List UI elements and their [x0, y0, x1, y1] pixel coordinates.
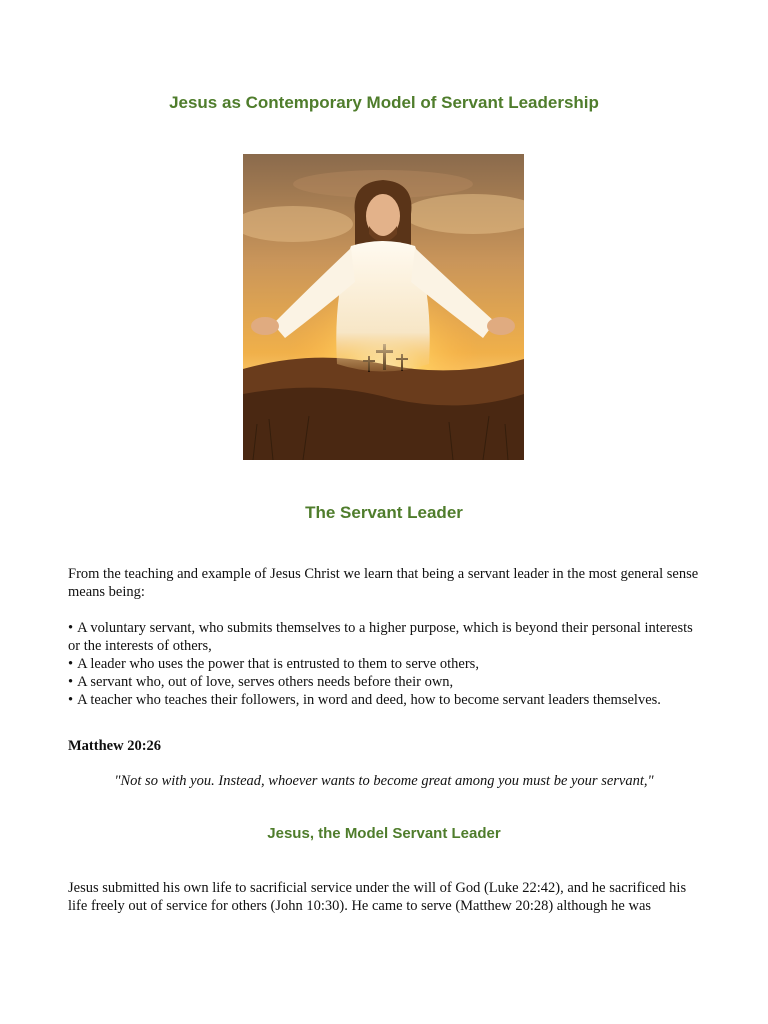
list-item: [68, 655, 708, 673]
bullet-icon: •: [68, 656, 74, 672]
list-item: [68, 619, 708, 655]
scripture-quote: "Not so with you. Instead, whoever wants to become great among you must be your servant,": [114, 773, 654, 789]
jesus-illustration: [243, 154, 524, 460]
list-item: [68, 691, 708, 709]
body-paragraph: Jesus submitted his own life to sacrificial service under the will of God (Luke 22:42), and he sacrificed his life freely out of service for others (John 10:30). He came to serve (Matthew 20:28) although he was: [68, 880, 687, 914]
page-title: Jesus as Contemporary Model of Servant Leadership: [169, 93, 599, 112]
list-item-text: A teacher who teaches their followers, in word and deed, how to become servant leaders themselves.: [77, 692, 661, 708]
bullet-icon: •: [68, 692, 74, 708]
scripture-reference: Matthew 20:26: [68, 738, 162, 754]
list-item-text: A servant who, out of love, serves others needs before their own,: [77, 674, 454, 690]
intro-paragraph: From the teaching and example of Jesus Christ we learn that being a servant leader in the most general sense means being:: [68, 566, 699, 600]
section-heading-servant-leader: The Servant Leader: [305, 503, 463, 522]
list-item-text: A leader who uses the power that is entrusted to them to serve others,: [77, 656, 479, 672]
bullet-icon: •: [68, 620, 74, 636]
section-heading-model-servant-leader: Jesus, the Model Servant Leader: [267, 825, 501, 842]
bullet-icon: •: [68, 674, 74, 690]
list-item: [68, 673, 708, 691]
list-item-text: A voluntary servant, who submits themselves to a higher purpose, which is beyond their personal interests or the interests of others,: [68, 620, 693, 654]
qualities-list: [68, 619, 708, 709]
